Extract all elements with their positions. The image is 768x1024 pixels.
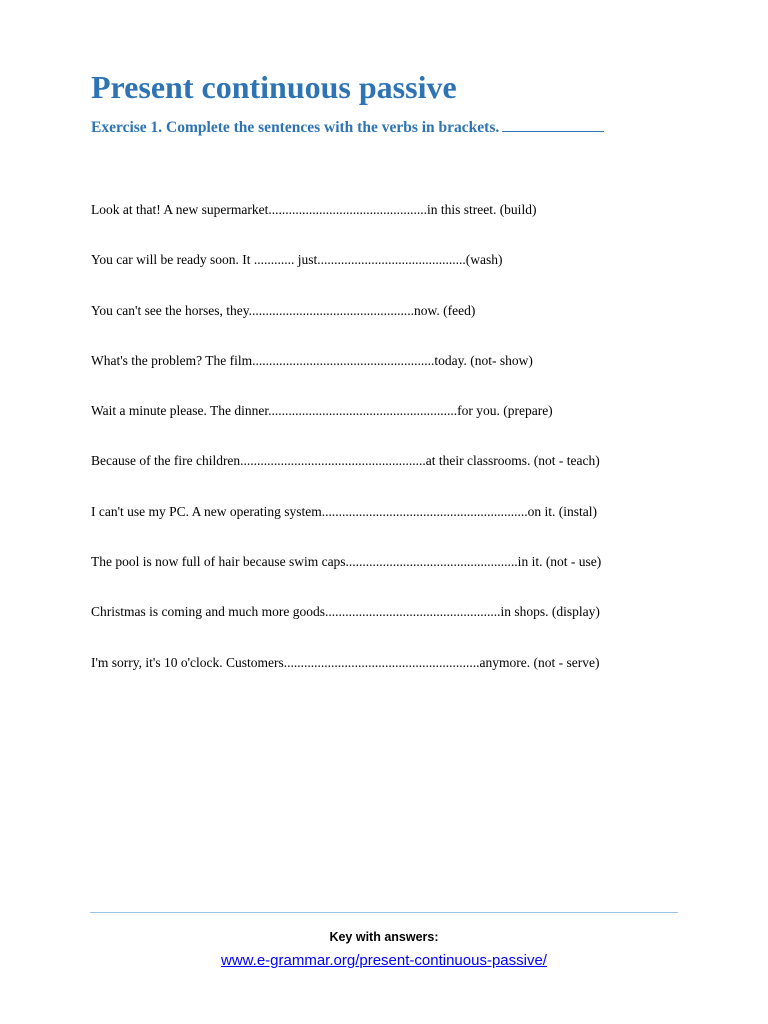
sentence-item: Wait a minute please. The dinner........................................................for you. (prepare) [91,403,553,419]
sentence-item: Christmas is coming and much more goods....................................................in shops. (display) [91,604,600,620]
sentence-item: I'm sorry, it's 10 o'clock. Customers..........................................................anymore. (not - serve) [91,654,600,670]
sentence-list [91,200,691,703]
answer-key-link[interactable]: www.e-grammar.org/present-continuous-passive/ [221,952,547,969]
answer-key-link-wrapper [0,951,768,971]
sentence-item: The pool is now full of hair because swim caps...................................................in it. (not - use) [91,554,602,570]
footer-divider [90,912,678,913]
sentence-item: You can't see the horses, they.................................................now. (feed) [91,302,476,318]
sentence-item: Look at that! A new supermarket...............................................in this street. (build) [91,202,537,217]
sentence-item: What's the problem? The film......................................................today. (not- show) [91,352,533,368]
sentence-item: Because of the fire children.......................................................at their classrooms. (not - teach) [91,453,600,469]
page-title: Present continuous passive [91,69,457,105]
exercise-instruction-text: Exercise 1. Complete the sentences with the verbs in brackets. [91,119,500,136]
sentence-item: You car will be ready soon. It ............ just............................................(wash) [91,252,503,268]
answer-key-label: Key with answers: [329,930,439,944]
answer-blank-line [502,117,604,132]
sentence-item: I can't use my PC. A new operating system.............................................................on it. (instal) [91,503,598,519]
exercise-instruction [91,117,604,138]
